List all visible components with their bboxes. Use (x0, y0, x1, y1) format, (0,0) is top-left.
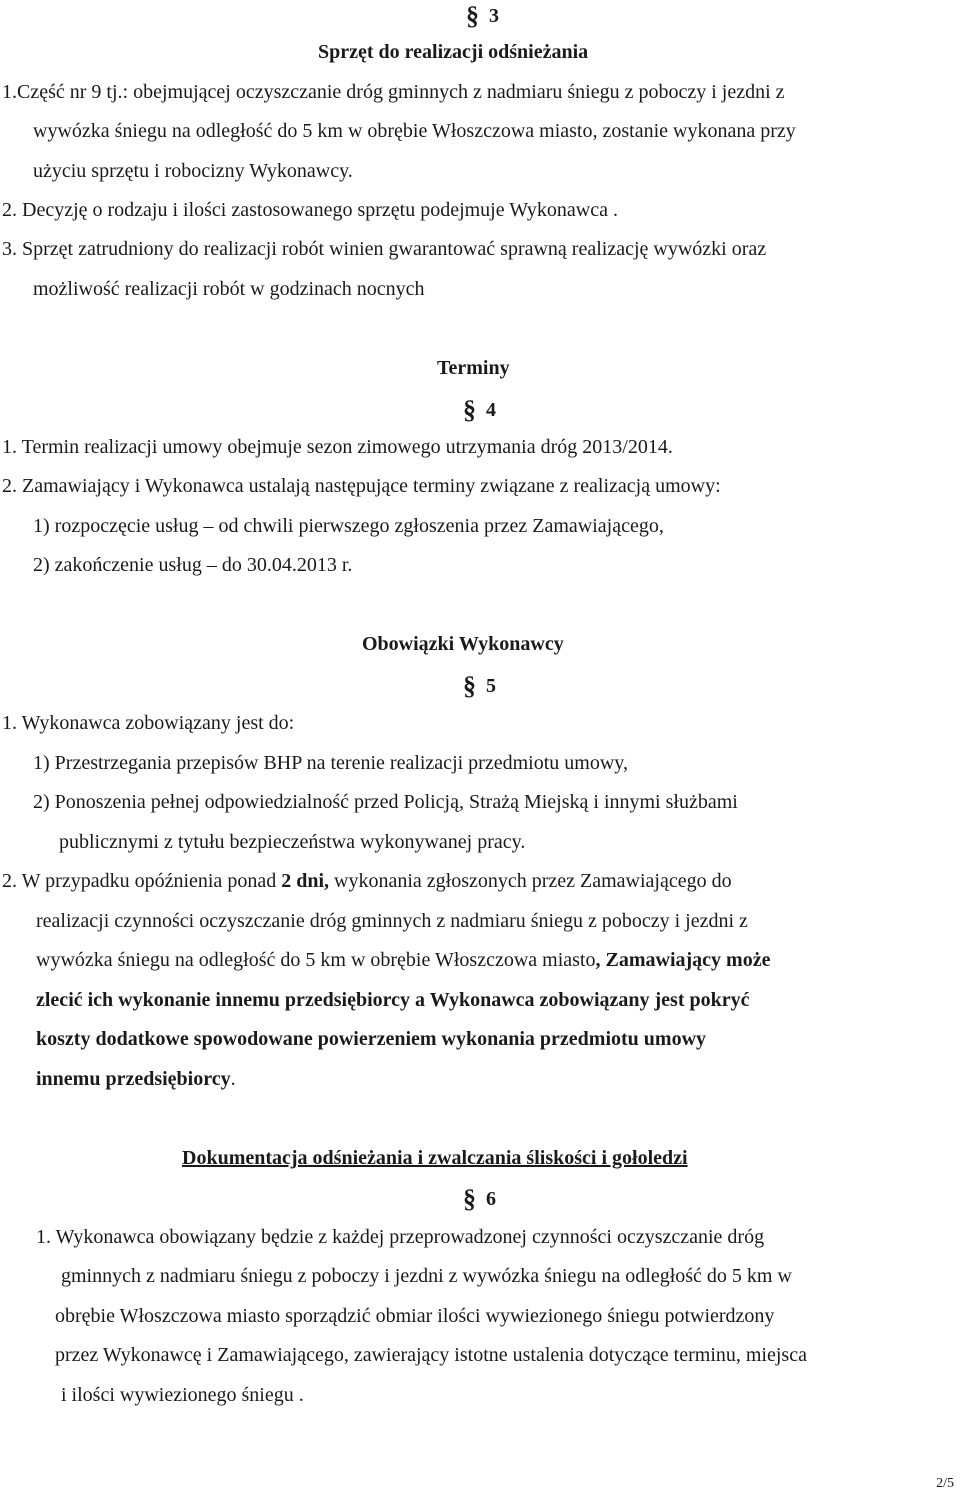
section-3-title: Sprzęt do realizacji odśnieżania (318, 41, 589, 63)
s5-p2-line-6: innemu przedsiębiorcy. (36, 1068, 236, 1090)
s3-p3-line-1: 3. Sprzęt zatrudniony do realizacji robót winien gwarantować sprawną realizację wywózki oraz (2, 238, 767, 260)
s5-item-2-line-1: 2) Ponoszenia pełnej odpowiedzialność przed Policją, Strażą Miejską i innymi służbami (33, 791, 738, 813)
s6-line-2: gminnych z nadmiaru śniegu z poboczy i jezdni z wywózka śniegu na odległość do 5 km w (61, 1265, 792, 1287)
s6-line-1: 1. Wykonawca obowiązany będzie z każdej przeprowadzonej czynności oczyszczanie dróg (36, 1226, 765, 1248)
s3-p1-line-2: wywózka śniegu na odległość do 5 km w obrębie Włoszczowa miasto, zostanie wykonana przy (33, 120, 796, 142)
s3-p1-line-3: użyciu sprzętu i robocizny Wykonawcy. (33, 160, 353, 182)
s3-p3-line-2: możliwość realizacji robót w godzinach nocnych (33, 278, 425, 300)
section-6-number: § 6 (463, 1184, 496, 1213)
section-4-number: § 4 (463, 395, 496, 424)
s4-p2: 2. Zamawiający i Wykonawca ustalają następujące terminy związane z realizacją umowy: (2, 475, 721, 497)
s5-p2-line-5: koszty dodatkowe spowodowane powierzeniem wykonania przedmiotu umowy (36, 1028, 707, 1050)
s4-p1: 1. Termin realizacji umowy obejmuje sezon zimowego utrzymania dróg 2013/2014. (2, 436, 673, 458)
s5-item-2-line-2: publicznymi z tytułu bezpieczeństwa wykonywanej pracy. (59, 831, 526, 853)
section-5-heading: Obowiązki Wykonawcy (362, 633, 564, 655)
section-5-number: § 5 (463, 671, 496, 700)
s4-item-2: 2) zakończenie usług – do 30.04.2013 r. (33, 554, 353, 576)
section-4-heading: Terminy (437, 357, 510, 379)
section-6-heading: Dokumentacja odśnieżania i zwalczania śliskości i gołoledzi (182, 1147, 688, 1169)
s5-p2-line-2: realizacji czynności oczyszczanie dróg gminnych z nadmiaru śniegu z poboczy i jezdni z (36, 910, 748, 932)
s6-line-3: obrębie Włoszczowa miasto sporządzić obmiar ilości wywiezionego śniegu potwierdzony (55, 1305, 775, 1327)
s5-p2-line-3: wywózka śniegu na odległość do 5 km w obrębie Włoszczowa miasto, Zamawiający może (36, 949, 771, 971)
s4-item-1: 1) rozpoczęcie usług – od chwili pierwszego zgłoszenia przez Zamawiającego, (33, 515, 664, 537)
s5-p2-line-4: zlecić ich wykonanie innemu przedsiębiorcy a Wykonawca zobowiązany jest pokryć (36, 989, 750, 1011)
s3-p1-line-1: 1.Część nr 9 tj.: obejmującej oczyszczanie dróg gminnych z nadmiaru śniegu z poboczy i jezdni z (2, 81, 785, 103)
s6-line-5: i ilości wywiezionego śniegu . (61, 1384, 304, 1406)
page-number: 2/5 (936, 1476, 954, 1491)
s6-line-4: przez Wykonawcę i Zamawiającego, zawierający istotne ustalenia dotyczące terminu, miejsca (55, 1344, 807, 1366)
s5-p2-line-1: 2. W przypadku opóźnienia ponad 2 dni, wykonania zgłoszonych przez Zamawiającego do (2, 870, 732, 892)
s5-p1: 1. Wykonawca zobowiązany jest do: (2, 712, 295, 734)
section-3-number: § 3 (466, 1, 499, 30)
s3-p2: 2. Decyzję o rodzaju i ilości zastosowanego sprzętu podejmuje Wykonawca . (2, 199, 619, 221)
s5-item-1: 1) Przestrzegania przepisów BHP na terenie realizacji przedmiotu umowy, (33, 752, 628, 774)
